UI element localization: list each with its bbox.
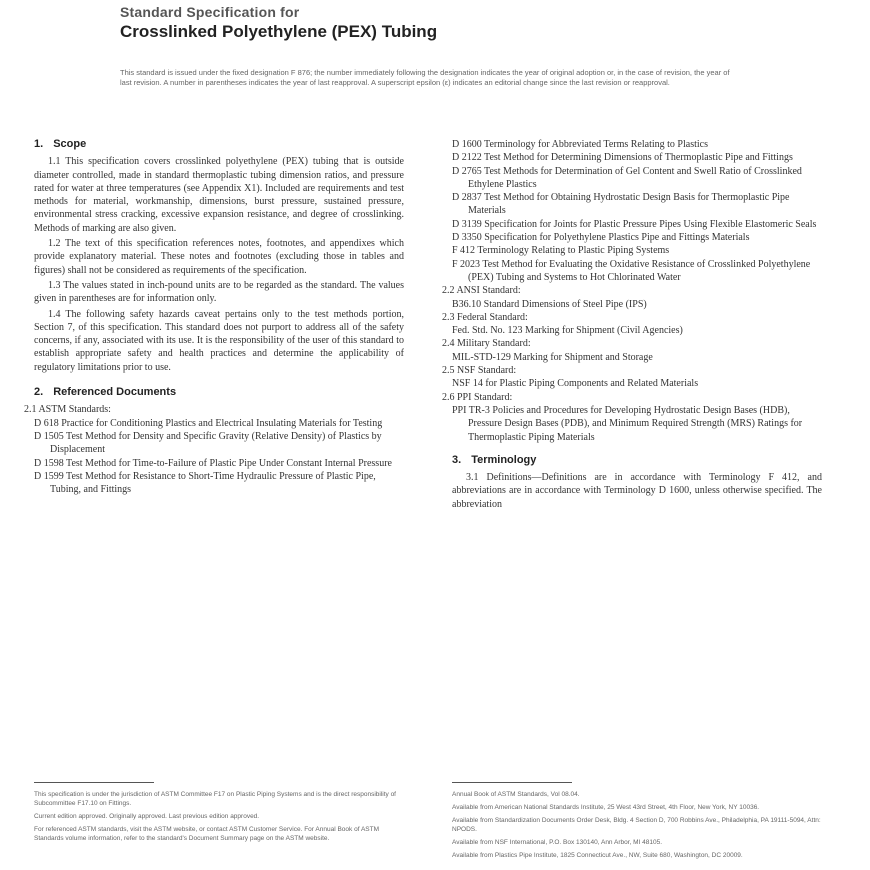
- footnote: Available from NSF International, P.O. Box 130140, Ann Arbor, MI 48105.: [452, 839, 663, 846]
- title-prefix: Standard Specification for: [120, 4, 300, 20]
- reference-item: MIL-STD-129 Marking for Shipment and Storage: [452, 351, 653, 363]
- reference-item: F 412 Terminology Relating to Plastic Piping Systems: [452, 245, 670, 257]
- footnote: This specification is under the jurisdiction of ASTM Committee F17 on Plastic Piping Systems and is the direct responsibility of Subcommittee F17.10 on Fittings.: [34, 791, 396, 807]
- reference-item: D 3350 Specification for Polyethylene Plastics Pipe and Fittings Materials: [452, 232, 750, 244]
- reference-item: NSF 14 for Plastic Piping Components and Related Materials: [452, 378, 699, 390]
- document-title: Crosslinked Polyethylene (PEX) Tubing: [120, 22, 438, 41]
- reference-item: D 1598 Test Method for Time-to-Failure of Plastic Pipe Under Constant Internal Pressure: [34, 457, 392, 469]
- footnotes-right: [452, 790, 822, 864]
- reference-item: D 618 Practice for Conditioning Plastics and Electrical Insulating Materials for Testing: [34, 417, 383, 429]
- reference-item: D 1599 Test Method for Resistance to Short-Time Hydraulic Pressure of Plastic Pipe, Tubing, and Fittings: [34, 470, 376, 496]
- section-number: 1.: [34, 138, 44, 150]
- footnote: Annual Book of ASTM Standards, Vol 08.04.: [452, 791, 580, 798]
- section-heading-referenced-documents: [34, 386, 404, 399]
- section-title: Scope: [53, 138, 87, 150]
- footnote: Available from Plastics Pipe Institute, 1825 Connecticut Ave., NW, Suite 680, Washington, DC 20009.: [452, 852, 743, 859]
- footnote: Current edition approved. Originally approved. Last previous edition approved.: [34, 813, 260, 820]
- section-heading-scope: [34, 138, 404, 151]
- footnote: For referenced ASTM standards, visit the ASTM website, or contact ASTM Customer Service. For Annual Book of ASTM Standards volume information, refer to the standard's Document Summary page on the ASTM website.: [34, 826, 379, 842]
- right-column: [442, 138, 822, 513]
- footnote-divider-left: [34, 782, 154, 783]
- reference-item: D 1600 Terminology for Abbreviated Terms Relating to Plastics: [452, 139, 708, 150]
- reference-item: D 2837 Test Method for Obtaining Hydrostatic Design Basis for Thermoplastic Pipe Materials: [452, 192, 790, 217]
- designation-notice: This standard is issued under the fixed designation F 876; the number immediately following the designation indicates the year of original adoption or, in the case of revision, the year of last revision. A number in parentheses indicates the year of last reapproval. A superscript epsilon (ε) indicates an editorial change since the last revision or reapproval.: [120, 68, 730, 87]
- reference-item: D 2122 Test Method for Determining Dimensions of Thermoplastic Pipe and Fittings: [452, 152, 793, 164]
- reference-item: PPI TR-3 Policies and Procedures for Developing Hydrostatic Design Bases (HDB), Pressure Design Bases (PDB), and Minimum Required Strength (MRS) Ratings for Thermoplastic Piping Materials: [452, 404, 803, 443]
- reference-group-label: 2.6 PPI Standard:: [442, 391, 513, 403]
- document-header: [120, 4, 760, 88]
- scope-paragraph: 1.4 The following safety hazards caveat pertains only to the test methods portion, Section 7, of this specification. This standard does not purport to address all of the safety concerns, if any, associated with its use. It is the responsibility of the user of this standard to establish appropriate safety and health practices and determine the applicability of regulatory limitations prior to use.: [34, 308, 404, 373]
- reference-group-label: 2.3 Federal Standard:: [442, 311, 528, 323]
- terminology-paragraph: 3.1 Definitions—Definitions are in accordance with Terminology F 412, and abbreviations are in accordance with Terminology D 1600, unless otherwise specified. The abbreviation: [452, 472, 822, 510]
- reference-group-label: 2.2 ANSI Standard:: [442, 285, 521, 297]
- left-column: [24, 138, 404, 496]
- reference-item: F 2023 Test Method for Evaluating the Oxidative Resistance of Crosslinked Polyethylene (PEX) Tubing and Systems to Hot Chlorinated Water: [452, 258, 811, 283]
- scope-paragraph: 1.2 The text of this specification references notes, footnotes, and appendixes which provide explanatory material. These notes and footnotes (excluding those in tables and figures) shall not be considered as requirements of the specification.: [34, 238, 404, 276]
- section-title: Referenced Documents: [53, 386, 177, 399]
- footnote-divider-right: [452, 782, 572, 783]
- reference-group-label: 2.4 Military Standard:: [442, 338, 531, 350]
- section-number: 3.: [452, 453, 462, 466]
- reference-item: D 3139 Specification for Joints for Plastic Pressure Pipes Using Flexible Elastomeric Seals: [452, 218, 817, 230]
- footnote: Available from Standardization Documents Order Desk, Bldg. 4 Section D, 700 Robbins Ave., Philadelphia, PA 19111-5094, Attn: NPODS.: [452, 817, 821, 833]
- reference-group-label: 2.5 NSF Standard:: [442, 365, 517, 377]
- reference-item: B36.10 Standard Dimensions of Steel Pipe (IPS): [452, 298, 647, 310]
- section-number: 2.: [34, 386, 44, 399]
- scope-paragraph: 1.1 This specification covers crosslinked polyethylene (PEX) tubing that is outside diameter controlled, made in standard thermoplastic tubing dimension ratios, and pressure rated for water at three temperatures (see Appendix X1). Included are requirements and test methods for material, workmanship, dimensions, burst pressure, sustained pressure, environmental stress cracking, excessive expansion resistance, and degree of crosslinking. Methods of marking are also given.: [34, 156, 404, 234]
- reference-group-label: 2.1 ASTM Standards:: [24, 404, 111, 416]
- reference-item: D 1505 Test Method for Density and Specific Gravity (Relative Density) of Plastics by Displacement: [34, 430, 382, 456]
- section-heading-terminology: [452, 454, 822, 467]
- footnotes-left: [34, 790, 404, 847]
- reference-item: D 2765 Test Methods for Determination of Gel Content and Swell Ratio of Crosslinked Ethylene Plastics: [452, 165, 802, 190]
- reference-item: Fed. Std. No. 123 Marking for Shipment (Civil Agencies): [452, 325, 683, 337]
- scope-paragraph: 1.3 The values stated in inch-pound units are to be regarded as the standard. The values given in parentheses are for information only.: [34, 279, 404, 305]
- footnote: Available from American National Standards Institute, 25 West 43rd Street, 4th Floor, New York, NY 10036.: [452, 804, 760, 811]
- section-title: Terminology: [471, 453, 537, 466]
